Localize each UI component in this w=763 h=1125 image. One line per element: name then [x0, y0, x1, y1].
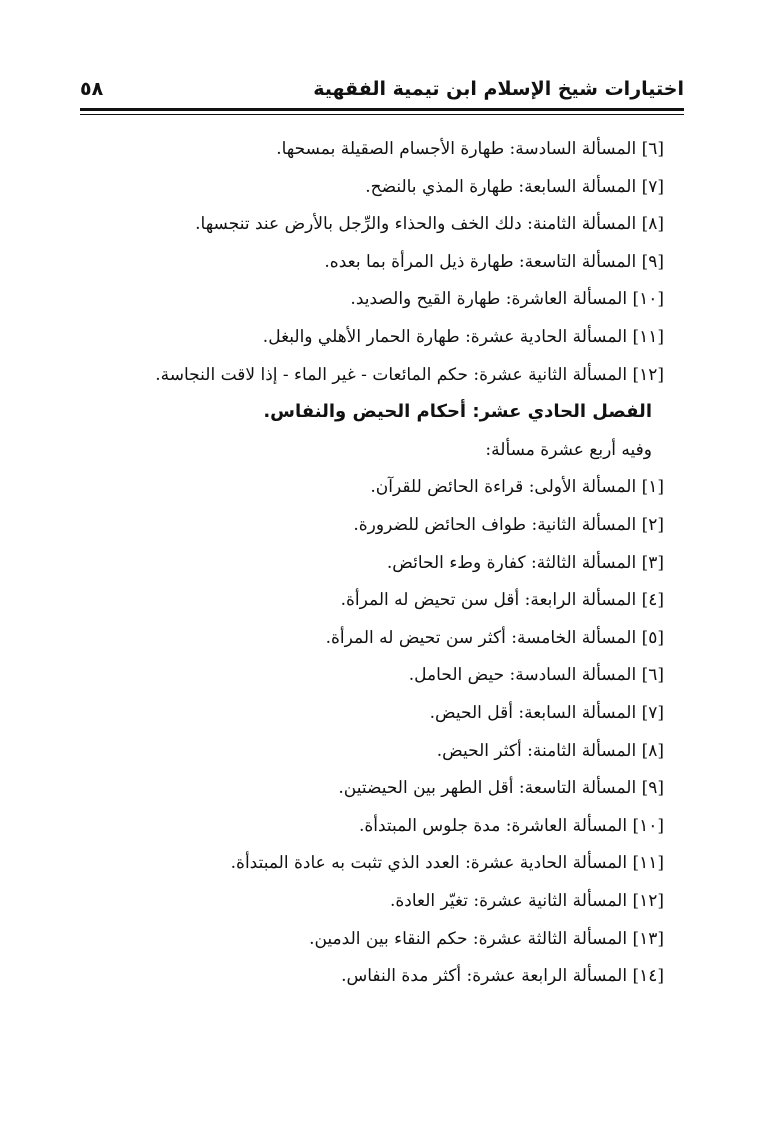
section-heading: الفصل الحادي عشر: أحكام الحيض والنفاس.: [263, 401, 652, 422]
page-header: [80, 76, 684, 106]
text-line: [٥] المسألة الخامسة: أكثر سن تحيض له المرأة.: [325, 628, 664, 648]
text-line: [١٣] المسألة الثالثة عشرة: حكم النقاء بين الدمين.: [309, 929, 664, 949]
text-line: [١٢] المسألة الثانية عشرة: تغيّر العادة.: [389, 891, 664, 911]
text-line: وفيه أربع عشرة مسألة:: [485, 440, 652, 460]
text-line: [١٢] المسألة الثانية عشرة: حكم المائعات - غير الماء - إذا لاقت النجاسة.: [155, 365, 664, 385]
header-rule-thick: [80, 108, 684, 111]
book-title: اختيارات شيخ الإسلام ابن تيمية الفقهية: [313, 78, 684, 100]
text-line: [١٠] المسألة العاشرة: طهارة القيح والصديد.: [350, 289, 664, 309]
text-line: [٨] المسألة الثامنة: أكثر الحيض.: [436, 741, 664, 761]
header-rule-thin: [80, 114, 684, 115]
page-number: ٥٨: [80, 78, 104, 100]
text-line: [١٤] المسألة الرابعة عشرة: أكثر مدة النفاس.: [341, 966, 664, 986]
text-line: [٨] المسألة الثامنة: دلك الخف والحذاء والرِّجل بالأرض عند تنجسها.: [195, 214, 664, 234]
text-line: [٢] المسألة الثانية: طواف الحائض للضرورة.: [353, 515, 664, 535]
text-line: [١] المسألة الأولى: قراءة الحائض للقرآن.: [370, 477, 664, 497]
text-line: [١٠] المسألة العاشرة: مدة جلوس المبتدأة.: [358, 816, 664, 836]
text-line: [٧] المسألة السابعة: أقل الحيض.: [429, 703, 664, 723]
text-line: [١١] المسألة الحادية عشرة: طهارة الحمار الأهلي والبغل.: [262, 327, 664, 347]
text-line: [٦] المسألة السادسة: طهارة الأجسام الصقيلة بمسحها.: [276, 139, 664, 159]
text-line: [٧] المسألة السابعة: طهارة المذي بالنضح.: [365, 177, 664, 197]
text-line: [٩] المسألة التاسعة: أقل الطهر بين الحيضتين.: [338, 778, 664, 798]
text-line: [٤] المسألة الرابعة: أقل سن تحيض له المرأة.: [340, 590, 664, 610]
text-line: [٣] المسألة الثالثة: كفارة وطء الحائض.: [386, 553, 664, 573]
text-line: [١١] المسألة الحادية عشرة: العدد الذي تثبت به عادة المبتدأة.: [230, 853, 664, 873]
text-line: [٩] المسألة التاسعة: طهارة ذيل المرأة بما بعده.: [324, 252, 664, 272]
text-line: [٦] المسألة السادسة: حيض الحامل.: [408, 665, 664, 685]
